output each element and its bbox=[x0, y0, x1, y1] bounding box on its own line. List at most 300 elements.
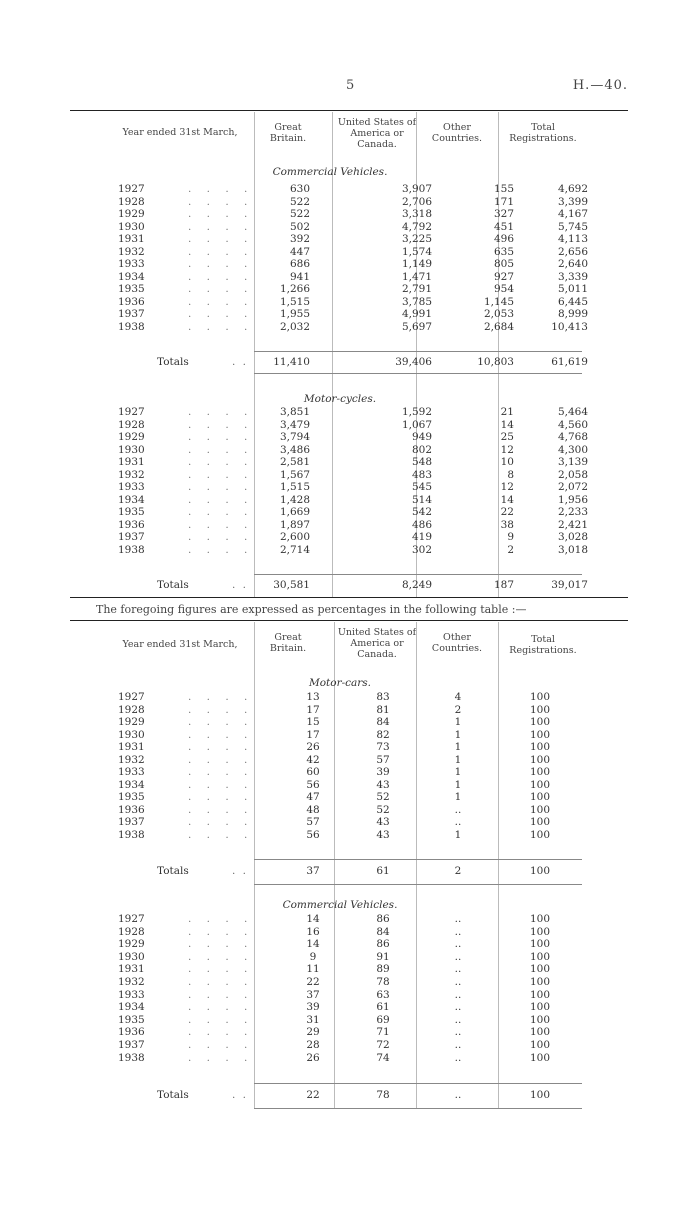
usa-canada-cell: 1,471 bbox=[401, 270, 432, 283]
total-cell: 100 bbox=[529, 1013, 551, 1026]
total-cell: 4,692 bbox=[557, 183, 588, 195]
total-cell: 5,011 bbox=[557, 283, 588, 295]
total-cell: 61,619 bbox=[551, 356, 588, 368]
table-row bbox=[70, 296, 628, 309]
header-other bbox=[422, 122, 492, 144]
leader-dots: . . . . bbox=[188, 543, 254, 556]
great-britain-cell: 15 bbox=[306, 716, 320, 728]
usa-canada-cell: 3,225 bbox=[401, 233, 432, 245]
usa-canada-cell: 78 bbox=[376, 1089, 390, 1101]
total-cell: 5,464 bbox=[557, 406, 588, 418]
leader-dots: . . . . bbox=[188, 1001, 254, 1014]
usa-canada-cell: 39,406 bbox=[395, 356, 432, 368]
year-cell: 1933 bbox=[118, 481, 145, 493]
header-gb-line1: Great bbox=[274, 122, 302, 133]
other-countries-cell: 12 bbox=[500, 481, 514, 493]
leader-dots: . . . . bbox=[188, 963, 254, 976]
year-cell: 1932 bbox=[118, 245, 145, 258]
table2-commercial-total-underline bbox=[254, 1108, 582, 1109]
leader-dots: . . . . bbox=[188, 1013, 254, 1026]
usa-canada-cell: 1,592 bbox=[401, 406, 432, 418]
total-cell: 5,745 bbox=[557, 220, 588, 233]
great-britain-cell: 17 bbox=[306, 728, 320, 741]
other-countries-cell: 14 bbox=[500, 493, 514, 506]
usa-canada-cell: 949 bbox=[411, 431, 432, 443]
header-total bbox=[498, 122, 588, 144]
leader-dots: . . . . bbox=[188, 493, 254, 506]
year-cell: 1935 bbox=[118, 283, 145, 295]
leader-dots: . . . . bbox=[188, 716, 254, 728]
other-countries-cell: .. bbox=[454, 1039, 462, 1051]
header2-gb-line1: Great bbox=[274, 632, 302, 643]
total-cell: 2,072 bbox=[557, 481, 588, 493]
year-cell: 1931 bbox=[118, 963, 145, 976]
other-countries-cell: 1,145 bbox=[483, 295, 514, 308]
other-countries-cell: .. bbox=[454, 925, 462, 938]
total-cell: 3,018 bbox=[557, 543, 588, 556]
table-row bbox=[70, 283, 628, 296]
table-row bbox=[70, 989, 628, 1002]
other-countries-cell: .. bbox=[454, 803, 462, 816]
total-cell: 100 bbox=[529, 816, 551, 828]
header-great-britain bbox=[258, 122, 318, 144]
other-countries-cell: 327 bbox=[493, 208, 514, 220]
great-britain-cell: 11 bbox=[306, 963, 320, 976]
table-row bbox=[70, 271, 628, 284]
great-britain-cell: 3,479 bbox=[279, 418, 310, 431]
usa-canada-cell: 2,706 bbox=[401, 195, 432, 208]
other-countries-cell: 155 bbox=[493, 183, 514, 195]
leader-dots: . . . . bbox=[188, 778, 254, 791]
great-britain-cell: 26 bbox=[306, 1051, 320, 1064]
leader-dots: . . . . bbox=[188, 741, 254, 753]
great-britain-cell: 42 bbox=[306, 753, 320, 766]
total-cell: 4,113 bbox=[557, 233, 588, 245]
table2-motorcar-total-rule bbox=[254, 859, 582, 860]
table-row bbox=[70, 544, 628, 557]
table-row bbox=[70, 221, 628, 234]
total-cell: 100 bbox=[529, 766, 551, 778]
total-cell: 2,058 bbox=[557, 468, 588, 481]
table-row bbox=[70, 406, 628, 419]
table-row bbox=[70, 951, 628, 964]
other-countries-cell: 2 bbox=[454, 865, 462, 877]
leader-dots: . . . . bbox=[188, 456, 254, 468]
other-countries-cell: .. bbox=[454, 963, 462, 976]
year-cell: 1938 bbox=[118, 828, 145, 841]
usa-canada-cell: 1,574 bbox=[401, 245, 432, 258]
total-cell: 39,017 bbox=[551, 579, 588, 591]
total-cell: 100 bbox=[529, 988, 551, 1001]
total-cell: 2,640 bbox=[557, 258, 588, 270]
leader-dots: . . . . bbox=[188, 950, 254, 963]
total-cell: 3,399 bbox=[557, 195, 588, 208]
leader-dots: . . . . bbox=[188, 183, 254, 195]
table2-commercial-total-rule bbox=[254, 1083, 582, 1084]
great-britain-cell: 22 bbox=[306, 1089, 320, 1101]
leader-dots: . . . . bbox=[188, 406, 254, 418]
leader-dots: . . . . bbox=[188, 295, 254, 308]
great-britain-cell: 29 bbox=[306, 1026, 320, 1039]
year-cell: 1928 bbox=[118, 703, 145, 716]
totals-label: Totals bbox=[157, 356, 189, 368]
other-countries-cell: .. bbox=[454, 1026, 462, 1039]
table-row bbox=[70, 246, 628, 259]
header2-gb-line2: Britain. bbox=[269, 643, 307, 654]
total-cell: 100 bbox=[529, 1026, 551, 1039]
other-countries-cell: 8 bbox=[507, 468, 514, 481]
table1-bottom-rule bbox=[70, 597, 628, 598]
table-row bbox=[70, 494, 628, 507]
total-cell: 100 bbox=[529, 741, 551, 753]
other-countries-cell: 954 bbox=[493, 283, 514, 295]
total-cell: 3,339 bbox=[557, 270, 588, 283]
year-cell: 1937 bbox=[118, 1039, 145, 1051]
great-britain-cell: 28 bbox=[306, 1039, 320, 1051]
leader-dots: . . . . bbox=[188, 518, 254, 531]
great-britain-cell: 392 bbox=[289, 233, 310, 245]
year-cell: 1937 bbox=[118, 816, 145, 828]
section-title-motorcars: Motor-cars. bbox=[308, 677, 372, 689]
great-britain-cell: 1,515 bbox=[279, 481, 310, 493]
other-countries-cell: 1 bbox=[454, 741, 462, 753]
leader-dots: . . . . bbox=[188, 245, 254, 258]
total-cell: 1,956 bbox=[557, 493, 588, 506]
leader-dots: . . . . bbox=[188, 703, 254, 716]
table-row bbox=[70, 766, 628, 779]
table1-motorcycle-total-rule bbox=[254, 574, 582, 575]
year-cell: 1938 bbox=[118, 543, 145, 556]
great-britain-cell: 60 bbox=[306, 766, 320, 778]
header-total-line1: Total bbox=[531, 122, 555, 133]
table-row bbox=[70, 208, 628, 221]
great-britain-cell: 1,266 bbox=[279, 283, 310, 295]
year-cell: 1931 bbox=[118, 456, 145, 468]
year-cell: 1933 bbox=[118, 766, 145, 778]
usa-canada-cell: 63 bbox=[376, 988, 390, 1001]
table-row bbox=[70, 481, 628, 494]
great-britain-cell: 14 bbox=[306, 938, 320, 951]
other-countries-cell: 38 bbox=[500, 518, 514, 531]
year-cell: 1935 bbox=[118, 791, 145, 803]
other-countries-cell: 1 bbox=[454, 778, 462, 791]
year-cell: 1927 bbox=[118, 691, 145, 703]
total-cell: 100 bbox=[529, 865, 551, 877]
other-countries-cell: 2,053 bbox=[483, 308, 514, 320]
leader-dots: . . bbox=[232, 1089, 249, 1101]
usa-canada-cell: 86 bbox=[376, 913, 390, 925]
table-row bbox=[70, 691, 628, 704]
header-us-line2: America or bbox=[350, 128, 404, 139]
other-countries-cell: 25 bbox=[500, 431, 514, 443]
usa-canada-cell: 52 bbox=[376, 803, 390, 816]
table1-top-rule bbox=[70, 110, 628, 111]
year-cell: 1938 bbox=[118, 320, 145, 333]
usa-canada-cell: 419 bbox=[411, 531, 432, 543]
great-britain-cell: 522 bbox=[289, 208, 310, 220]
year-cell: 1933 bbox=[118, 258, 145, 270]
year-cell: 1934 bbox=[118, 270, 145, 283]
table-row bbox=[70, 233, 628, 246]
usa-canada-cell: 1,149 bbox=[401, 258, 432, 270]
leader-dots: . . . . bbox=[188, 208, 254, 220]
table-row bbox=[70, 926, 628, 939]
total-cell: 100 bbox=[529, 691, 551, 703]
great-britain-cell: 47 bbox=[306, 791, 320, 803]
header2-us-line2: America or bbox=[350, 638, 404, 649]
header2-other-line1: Other bbox=[443, 632, 471, 643]
table-row bbox=[70, 419, 628, 432]
usa-canada-cell: 302 bbox=[411, 543, 432, 556]
other-countries-cell: .. bbox=[454, 913, 462, 925]
table-row bbox=[70, 456, 628, 469]
usa-canada-cell: 86 bbox=[376, 938, 390, 951]
great-britain-cell: 2,581 bbox=[279, 456, 310, 468]
usa-canada-cell: 486 bbox=[411, 518, 432, 531]
total-cell: 8,999 bbox=[557, 308, 588, 320]
great-britain-cell: 1,515 bbox=[279, 295, 310, 308]
great-britain-cell: 2,600 bbox=[279, 531, 310, 543]
year-cell: 1932 bbox=[118, 976, 145, 988]
table-row bbox=[70, 816, 628, 829]
totals-label: Totals bbox=[157, 579, 189, 591]
totals-row bbox=[70, 579, 628, 592]
other-countries-cell: 1 bbox=[454, 728, 462, 741]
leader-dots: . . . . bbox=[188, 728, 254, 741]
other-countries-cell: .. bbox=[454, 988, 462, 1001]
leader-dots: . . bbox=[232, 865, 249, 877]
table1-commercial-total-rule bbox=[254, 351, 582, 352]
great-britain-cell: 26 bbox=[306, 741, 320, 753]
leader-dots: . . . . bbox=[188, 816, 254, 828]
table-row bbox=[70, 506, 628, 519]
leader-dots: . . . . bbox=[188, 468, 254, 481]
great-britain-cell: 1,567 bbox=[279, 468, 310, 481]
other-countries-cell: .. bbox=[454, 976, 462, 988]
year-cell: 1930 bbox=[118, 220, 145, 233]
year-cell: 1929 bbox=[118, 208, 145, 220]
leader-dots: . . . . bbox=[188, 828, 254, 841]
table-row bbox=[70, 791, 628, 804]
other-countries-cell: 2 bbox=[454, 703, 462, 716]
usa-canada-cell: 74 bbox=[376, 1051, 390, 1064]
total-cell: 2,656 bbox=[557, 245, 588, 258]
great-britain-cell: 56 bbox=[306, 778, 320, 791]
leader-dots: . . . . bbox=[188, 531, 254, 543]
total-cell: 10,413 bbox=[551, 320, 588, 333]
table1-commercial-total-underline bbox=[254, 373, 582, 374]
great-britain-cell: 56 bbox=[306, 828, 320, 841]
header-year: Year ended 31st March, bbox=[122, 127, 238, 138]
total-cell: 100 bbox=[529, 803, 551, 816]
year-cell: 1931 bbox=[118, 741, 145, 753]
other-countries-cell: .. bbox=[454, 1089, 462, 1101]
percentages-note: The foregoing figures are expressed as percentages in the following table :— bbox=[96, 603, 527, 616]
leader-dots: . . . . bbox=[188, 233, 254, 245]
leader-dots: . . . . bbox=[188, 691, 254, 703]
usa-canada-cell: 61 bbox=[376, 1001, 390, 1014]
totals-row bbox=[70, 356, 628, 369]
other-countries-cell: 451 bbox=[493, 220, 514, 233]
great-britain-cell: 3,486 bbox=[279, 443, 310, 456]
total-cell: 3,139 bbox=[557, 456, 588, 468]
leader-dots: . . . . bbox=[188, 791, 254, 803]
leader-dots: . . . . bbox=[188, 258, 254, 270]
usa-canada-cell: 52 bbox=[376, 791, 390, 803]
total-cell: 100 bbox=[529, 1001, 551, 1014]
header2-us-line1: United States of bbox=[337, 627, 417, 638]
usa-canada-cell: 514 bbox=[411, 493, 432, 506]
year-cell: 1936 bbox=[118, 295, 145, 308]
table-row bbox=[70, 444, 628, 457]
totals-row bbox=[70, 1089, 628, 1102]
leader-dots: . . . . bbox=[188, 913, 254, 925]
table-row bbox=[70, 1039, 628, 1052]
leader-dots: . . . . bbox=[188, 220, 254, 233]
header2-great-britain bbox=[258, 632, 318, 654]
total-cell: 100 bbox=[529, 753, 551, 766]
usa-canada-cell: 73 bbox=[376, 741, 390, 753]
header2-other-line2: Countries. bbox=[431, 643, 483, 654]
table-row bbox=[70, 804, 628, 817]
table-row bbox=[70, 729, 628, 742]
total-cell: 100 bbox=[529, 1039, 551, 1051]
table-row bbox=[70, 704, 628, 717]
usa-canada-cell: 545 bbox=[411, 481, 432, 493]
year-cell: 1928 bbox=[118, 195, 145, 208]
table-row bbox=[70, 779, 628, 792]
other-countries-cell: 496 bbox=[493, 233, 514, 245]
header-usa-canada bbox=[332, 117, 422, 150]
other-countries-cell: 2 bbox=[507, 543, 514, 556]
leader-dots: . . . . bbox=[188, 481, 254, 493]
totals-row bbox=[70, 865, 628, 878]
leader-dots: . . . . bbox=[188, 766, 254, 778]
total-cell: 100 bbox=[529, 963, 551, 976]
usa-canada-cell: 43 bbox=[376, 778, 390, 791]
usa-canada-cell: 2,791 bbox=[401, 283, 432, 295]
leader-dots: . . . . bbox=[188, 803, 254, 816]
total-cell: 3,028 bbox=[557, 531, 588, 543]
table-row bbox=[70, 913, 628, 926]
table2-header bbox=[70, 627, 628, 667]
usa-canada-cell: 71 bbox=[376, 1026, 390, 1039]
other-countries-cell: 12 bbox=[500, 443, 514, 456]
table-row bbox=[70, 976, 628, 989]
usa-canada-cell: 43 bbox=[376, 828, 390, 841]
total-cell: 100 bbox=[529, 913, 551, 925]
leader-dots: . . . . bbox=[188, 988, 254, 1001]
great-britain-cell: 2,032 bbox=[279, 320, 310, 333]
total-cell: 4,560 bbox=[557, 418, 588, 431]
table-row bbox=[70, 716, 628, 729]
header2-usa-canada bbox=[332, 627, 422, 660]
leader-dots: . . . . bbox=[188, 443, 254, 456]
great-britain-cell: 447 bbox=[289, 245, 310, 258]
great-britain-cell: 37 bbox=[306, 988, 320, 1001]
other-countries-cell: 1 bbox=[454, 716, 462, 728]
great-britain-cell: 941 bbox=[289, 270, 310, 283]
table-row bbox=[70, 308, 628, 321]
year-cell: 1937 bbox=[118, 308, 145, 320]
other-countries-cell: 187 bbox=[493, 579, 514, 591]
leader-dots: . . bbox=[232, 579, 249, 591]
other-countries-cell: .. bbox=[454, 938, 462, 951]
great-britain-cell: 17 bbox=[306, 703, 320, 716]
great-britain-cell: 16 bbox=[306, 925, 320, 938]
total-cell: 100 bbox=[529, 938, 551, 951]
usa-canada-cell: 8,249 bbox=[401, 579, 432, 591]
table2-motorcar-total-underline bbox=[254, 884, 582, 885]
year-cell: 1929 bbox=[118, 431, 145, 443]
year-cell: 1931 bbox=[118, 233, 145, 245]
usa-canada-cell: 1,067 bbox=[401, 418, 432, 431]
totals-label: Totals bbox=[157, 865, 189, 877]
leader-dots: . . . . bbox=[188, 1051, 254, 1064]
total-cell: 100 bbox=[529, 703, 551, 716]
year-cell: 1927 bbox=[118, 406, 145, 418]
great-britain-cell: 1,897 bbox=[279, 518, 310, 531]
great-britain-cell: 30,581 bbox=[273, 579, 310, 591]
table-row bbox=[70, 754, 628, 767]
usa-canada-cell: 548 bbox=[411, 456, 432, 468]
usa-canada-cell: 39 bbox=[376, 766, 390, 778]
header2-total-line1: Total bbox=[531, 634, 555, 645]
table-row bbox=[70, 469, 628, 482]
usa-canada-cell: 81 bbox=[376, 703, 390, 716]
other-countries-cell: .. bbox=[454, 1001, 462, 1014]
leader-dots: . . . . bbox=[188, 976, 254, 988]
year-cell: 1928 bbox=[118, 925, 145, 938]
year-cell: 1936 bbox=[118, 518, 145, 531]
section-title-commercial-vehicles: Commercial Vehicles. bbox=[272, 166, 388, 178]
usa-canada-cell: 84 bbox=[376, 925, 390, 938]
usa-canada-cell: 43 bbox=[376, 816, 390, 828]
leader-dots: . . . . bbox=[188, 283, 254, 295]
total-cell: 100 bbox=[529, 925, 551, 938]
header2-other bbox=[422, 632, 492, 654]
other-countries-cell: .. bbox=[454, 1051, 462, 1064]
total-cell: 100 bbox=[529, 716, 551, 728]
year-cell: 1936 bbox=[118, 803, 145, 816]
total-cell: 100 bbox=[529, 778, 551, 791]
great-britain-cell: 57 bbox=[306, 816, 320, 828]
usa-canada-cell: 3,785 bbox=[401, 295, 432, 308]
page-number: 5 bbox=[346, 78, 355, 93]
total-cell: 100 bbox=[529, 976, 551, 988]
other-countries-cell: 10,803 bbox=[477, 356, 514, 368]
other-countries-cell: .. bbox=[454, 816, 462, 828]
table-row bbox=[70, 531, 628, 544]
usa-canada-cell: 78 bbox=[376, 976, 390, 988]
year-cell: 1928 bbox=[118, 418, 145, 431]
other-countries-cell: 22 bbox=[500, 506, 514, 518]
usa-canada-cell: 69 bbox=[376, 1013, 390, 1026]
header-gb-line2: Britain. bbox=[269, 133, 307, 144]
total-cell: 100 bbox=[529, 1089, 551, 1101]
other-countries-cell: 1 bbox=[454, 766, 462, 778]
table-row bbox=[70, 196, 628, 209]
other-countries-cell: 4 bbox=[454, 691, 462, 703]
year-cell: 1938 bbox=[118, 1051, 145, 1064]
table-row bbox=[70, 258, 628, 271]
year-cell: 1936 bbox=[118, 1026, 145, 1039]
year-cell: 1927 bbox=[118, 183, 145, 195]
great-britain-cell: 31 bbox=[306, 1013, 320, 1026]
table-row bbox=[70, 1001, 628, 1014]
header-total-line2: Registrations. bbox=[509, 133, 577, 144]
year-cell: 1930 bbox=[118, 443, 145, 456]
